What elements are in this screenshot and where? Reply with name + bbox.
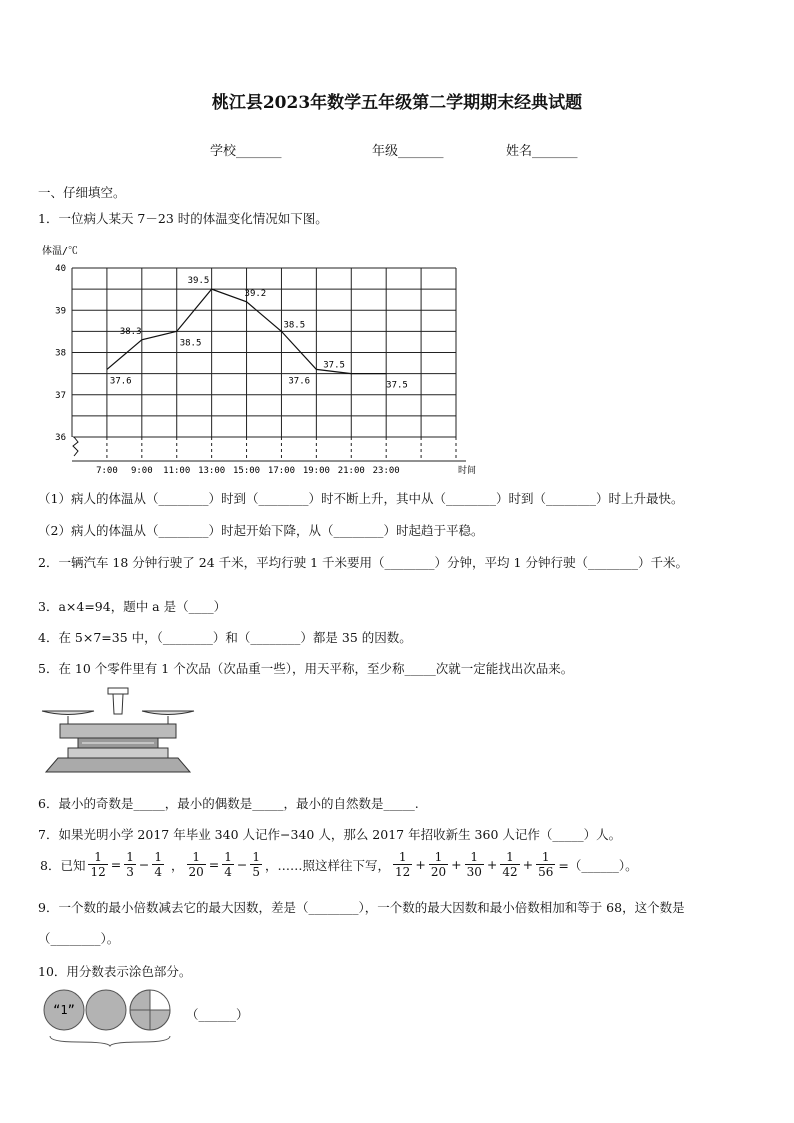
x-ticks: [96, 466, 400, 476]
data-label: 38.5: [179, 338, 202, 349]
question-6: 6．最小的奇数是_____，最小的偶数是_____，最小的自然数是_____.: [38, 796, 419, 811]
section-heading: 一、仔细填空。: [38, 185, 126, 200]
x-tick-label: 13:00: [198, 466, 226, 476]
data-label: 37.6: [288, 376, 311, 387]
page-title: 桃江县2023年数学五年级第二学期期末经典试题: [211, 93, 583, 113]
question-1-part-1: （1）病人的体温从（________）时到（________）时不断上升，其中从（________）时到（________）时上升最快。: [38, 491, 684, 506]
question-8-answer[interactable]: =（______）。: [558, 857, 638, 873]
y-tick-label: 40: [55, 264, 66, 274]
question-3: 3．a×4=94，题中 a 是（____）: [38, 599, 227, 614]
question-8: 8．已知 $\frac{1}{12}$ = $\frac{1}{3}$ − $\frac{1}{4}$ ， $\frac{1}{20}$ = $\frac{1}{4}$ − $\frac{1}{5}$ ，……照这样往下写， $\frac{1}{12}$ + $\frac{1}{20}$ + $\frac{1}{30}$ + $\frac{1}{42}$ + $\frac{1}{56}$ =（______）。: [40, 850, 638, 879]
shaded-circles-figure: [38, 988, 188, 1048]
axis-break: [73, 437, 78, 456]
question-10: 10．用分数表示涂色部分。: [38, 964, 192, 979]
question-7: 7．如果光明小学 2017 年毕业 340 人记作−340 人，那么 2017 年招收新生 360 人记作（_____）人。: [38, 827, 622, 842]
school-field[interactable]: 学校_______: [210, 144, 282, 159]
fraction: $\frac{1}{4}$: [154, 850, 162, 879]
grade-field[interactable]: 年级_______: [372, 144, 444, 159]
fraction: $\frac{1}{56}$: [538, 850, 554, 879]
x-tick-label: 23:00: [372, 466, 400, 476]
x-tick-label: 9:00: [130, 466, 153, 476]
data-label: 39.5: [187, 276, 210, 287]
question-4: 4．在 5×7=35 中，（________）和（________）都是 35 的因数。: [38, 630, 412, 645]
y-tick-label: 37: [55, 390, 66, 401]
data-label: 38.3: [119, 326, 142, 337]
question-8-prefix: 8．已知: [40, 857, 86, 873]
fraction: $\frac{1}{30}$: [466, 850, 482, 879]
x-tick-label: 7:00: [96, 466, 118, 476]
fraction: $\frac{1}{20}$: [430, 850, 447, 879]
data-label: 37.5: [323, 360, 345, 371]
question-5: 5．在 10 个零件里有 1 个次品（次品重一些），用天平称，至少称_____次就一定能找出次品来。: [38, 661, 574, 676]
balance-scale-icon: [38, 684, 198, 776]
y-tick-label: 36: [55, 433, 66, 443]
data-label: 37.5: [386, 380, 408, 391]
x-tick-label: 21:00: [337, 466, 365, 476]
x-tick-label: 17:00: [267, 466, 296, 476]
fraction: $\frac{1}{3}$: [126, 850, 134, 879]
question-10-answer[interactable]: （______）: [186, 1007, 249, 1022]
question-9-line-1: 9．一个数的最小倍数减去它的最大因数，差是（________），一个数的最大因数和最小倍数相加和等于 68，这个数是: [38, 900, 685, 915]
x-tick-label: 11:00: [163, 466, 191, 476]
question-9-line-2[interactable]: （________）。: [38, 931, 120, 946]
data-label: 38.5: [283, 320, 306, 331]
question-2: 2．一辆汽车 18 分钟行驶了 24 千米，平均行驶 1 千米要用（________）分钟，平均 1 分钟行驶（________）千米。: [38, 555, 688, 570]
fraction: $\frac{1}{12}$: [90, 850, 106, 879]
full-circle: [86, 990, 126, 1030]
brace: [50, 1036, 170, 1046]
y-ticks: [55, 264, 66, 443]
question-1: 1．一位病人某天 7－23 时的体温变化情况如下图。: [38, 211, 328, 226]
fraction: $\frac{1}{5}$: [252, 850, 261, 879]
y-axis-label: 体温/℃: [42, 246, 79, 257]
unit-label: “1”: [53, 1003, 75, 1017]
x-axis-label: 时间: [458, 466, 477, 476]
temperature-chart: [38, 236, 478, 476]
fraction: $\frac{1}{4}$: [224, 850, 232, 879]
x-tick-label: 19:00: [302, 466, 330, 476]
x-tick-label: 15:00: [232, 466, 261, 476]
y-tick-label: 38: [55, 348, 66, 359]
fraction: $\frac{1}{12}$: [395, 850, 411, 879]
name-field[interactable]: 姓名_______: [506, 144, 578, 159]
fraction: $\frac{1}{20}$: [188, 850, 204, 879]
chart-grid: [72, 268, 466, 467]
y-tick-label: 39: [55, 306, 66, 317]
data-label: 39.2: [244, 288, 267, 299]
fraction: $\frac{1}{42}$: [502, 850, 518, 879]
question-8-ellipsis: ，……照这样往下写，: [265, 857, 391, 873]
question-1-part-2: （2）病人的体温从（________）时起开始下降，从（________）时起趋于平稳。: [38, 523, 484, 538]
data-label: 37.6: [109, 376, 132, 387]
